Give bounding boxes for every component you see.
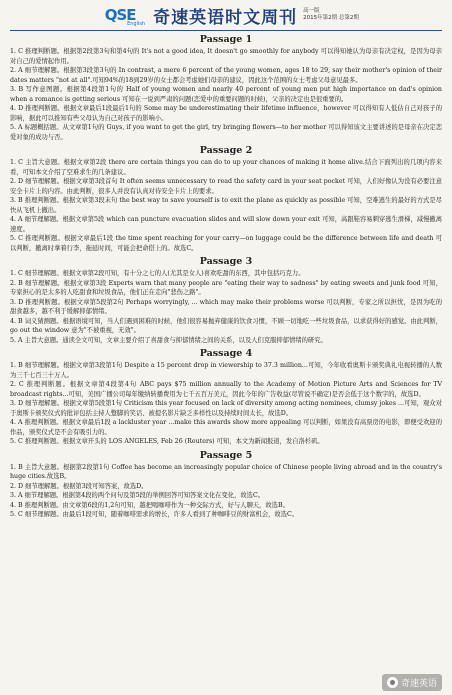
answer-item: 1. B 主旨大意题。根据第2段第1句 Coffee has become an increasingly popular choice of Chinese people living abroad and in the country's huge cities.故选B。: [10, 463, 442, 480]
qse-logo: [93, 3, 147, 27]
issue-number: 2015年第2期 总第2期: [303, 15, 359, 21]
issue-edition: 高一版: [303, 8, 320, 14]
wechat-watermark: [382, 674, 442, 691]
logo-text: QSE: [104, 6, 136, 24]
passage-title: Passage 2: [199, 145, 253, 156]
answer-item: 3. B 写作意图题。根据第4段第1句的 Half of young women and nearly 40 percent of young men put high importance on dad's opinion when a romance is getting serious 可知在一说到严肃的问题(恋爱中的重要问题的时候)，父亲的决定也是很重要的。: [10, 86, 442, 103]
answer-item: 5. C 推理判断题。根据文章最后1段 the time spent reaching for your carry—on luggage could be the difference between life and death 可以判断，撤离时拿着行李，拖延时间，可能会把命搭上的。故选C。: [10, 235, 442, 252]
passage-title: Passage 5: [199, 449, 253, 461]
answer-item: 3. D 推理判断题。根据文章第5段第2句 Perhaps worryingly, ... which may make their problems worse 可以判断，专家之所以担忧，是因为吃的甜食越多，越不利于缓解抑郁情绪。: [10, 298, 442, 315]
answer-item: 4. B 推理判断题。由文章第6段的1,2句可知，越把喝咖啡作为一种交际方式，好与人聊天，故选B。: [10, 501, 289, 509]
passage-title: Passage 4: [199, 348, 253, 359]
answer-item: 4. A 细节理解题。根据文章第5段 which can puncture evacuation slides and will slow down your exit 可知，高跟鞋容易刺穿逃生滑梯，减慢撤离速度。: [10, 216, 442, 233]
answer-item: 3. B 推理判断题。根据文章第3段末句 the best way to save yourself is to exit the plane as quickly as possible 可知，空难逃生的最好的方式是尽快从飞机上撤出。: [10, 197, 442, 214]
answer-item: 4. B 词义猜测题。根据语境可知，当人们遇到困难的时候，他们很容易抛弃健康的饮食习惯，不顾一切地吃一些垃圾食品，以求获得好的感觉。由此判断，go out the window 意为"不被重视，无效"。: [10, 317, 442, 334]
passage-3: [10, 256, 442, 345]
issue-info: [303, 8, 359, 22]
answer-item: 2. A 细节理解题。根据第3段第3句的 In contrast, a mere 6 percent of the young women, ages 18 to 29, say their mother's opinion of their dates matters "not at all".可知94%的18到29岁的女士都会考虑她们母亲的建议，因此这个范围的女士考虑父母意见最多。: [10, 67, 442, 84]
passage-1: [10, 34, 442, 142]
answer-item: 2. D 细节理解题。根据第3段可知答案，故选D。: [10, 482, 148, 490]
passage-title: Passage 1: [199, 34, 253, 45]
answer-item: 3. A 细节理解题。根据第4段的两个问句及第5段的举例回答可知答案文化在变化，故选C。: [10, 492, 265, 499]
answer-item: 2. B 细节理解题。根据文章第3段 Experts warn that many people are "eating their way to sadness" by eating sweets and junk food 可知，专家担心的是太多的人吃甜食和垃圾食品，他们正在走向"悲伤之路"。: [10, 279, 442, 296]
answer-item: 5. C 推理判断题。根据文章开头的 LOS ANGELES, Feb 26 (Reuters) 可知，本文为新闻报道，发自洛杉矶。: [10, 438, 324, 445]
watermark-text: 奇速英语: [400, 679, 437, 689]
answer-item: 2. D 细节理解题。根据文章第3段首句 It often seems unnecessary to read the safety card in your seat pocket 可知，人们好像认为没有必要注意安全卡片上的内容。由此判断，很多人并没有认真对待安全卡片上的要求。: [10, 178, 442, 195]
answer-item: 1. C 推理判断题。根据第2段第3句和第4句的 It's not a good idea, It doesn't go smoothly for anybody 可以得知她认为母亲有决定权，是因为母亲对自己的爱情起作用。: [10, 48, 442, 65]
answer-item: 5. A 主旨大意题。通读全文可知，文章主要介绍了喜甜食与抑郁情绪之间的关系，以及人们克服抑郁情绪的研究。: [10, 336, 327, 344]
answer-item: 3. D 细节理解题。根据文章第5段第1句 Criticism this year focused on lack of diversity among acting nominees, clumsy jokes ...可知，观众对于奥斯卡颁奖仪式的批评包括主持人蹩脚的笑话、被提名影片缺乏多样性以及持续时间太长，故选D。: [10, 400, 442, 417]
passage-5: [10, 450, 442, 520]
wechat-icon: [387, 677, 398, 688]
logo-subtext: English: [127, 21, 146, 27]
answer-item: 5. C 细节理解题。由最后1段可知，随着咖啡需求的增长，许多人看到了种咖啡豆的财富机会，故选C。: [10, 511, 299, 518]
answer-item: 4. A 推理判断题。根据文章最后1段 a lackluster year ...make this awards show more appealing 可以判断，如果没有高票房的电影，即便受欢迎的作品，颁奖仪式是不会有吸引力的。: [10, 419, 442, 436]
masthead: [10, 0, 442, 31]
passage-title: Passage 3: [199, 256, 253, 267]
answer-item: 1. C 主旨大意题。根据文章第2段 there are certain things you can do to up your chances of making it home alive.结合下面列出的几项内容来看，可知本文介绍了空难求生的几条建议。: [10, 159, 442, 176]
passage-4: [10, 348, 442, 447]
passage-2: [10, 145, 442, 253]
answer-item: 1. B 细节理解题。根据文章第3段第1句 Despite a 15 percent drop in viewership to 37.3 million...可知，今年收看奥斯卡颁奖典礼电视转播的人数为三千七百三十万人。: [10, 362, 442, 379]
publication-title: 奇速英语时文周刊: [153, 7, 298, 28]
answer-item: 1. C 细节理解题。根据文章第2段可知，有十分之七的人(尤其是女人)喜欢吃甜的东西，其中包括巧克力。: [10, 270, 305, 277]
answer-item: 2. C 推理判断题。根据文章第4段第4句 ABC pays $75 million annually to the Academy of Motion Picture Arts and Sciences for TV broadcast rights...可知，美国广播公司每年缴纳转播费用为七千五百万美元，因此今年的广告收益(尽管说不确定)是否会低于这个数字的，故选D。: [10, 381, 442, 398]
answer-item: 4. D 推理判断题。根据文章最后1段最后1句的 Some may be underestimating their lifetime influence，however 可以得知有人低估自己对孩子的影响，据此可以推知有些父母认为自己对孩子的影响小。: [10, 105, 442, 122]
answer-item: 5. A 标题概括题。从文章第1句的 Guys, if you want to get the girl, try bringing flowers—to her mother 可以得知该文主要讲述的是母亲在决定恋爱对象的成功与否。: [10, 124, 442, 141]
